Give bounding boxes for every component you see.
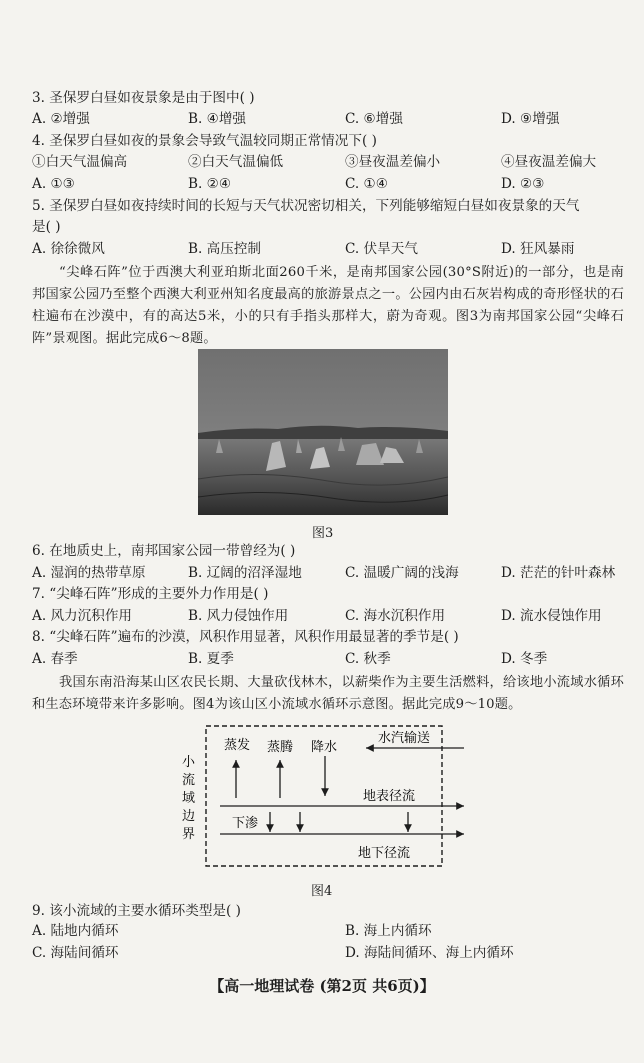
label-infiltration: 下渗 (232, 816, 259, 831)
q7-options (32, 607, 622, 625)
q5-option-a: A. 徐徐微风 (32, 241, 105, 257)
q8-option-d: D. 冬季 (501, 651, 548, 667)
q8-option-a: A. 春季 (32, 651, 78, 667)
q6-options (32, 564, 622, 582)
q4-item-1: ①白天气温偏高 (32, 154, 128, 170)
q7-option-b: B. 风力侵蚀作用 (188, 608, 289, 624)
q9-options-row2 (32, 944, 622, 962)
q3-stem: 3. 圣保罗白昼如夜景象是由于图中( ) (32, 90, 255, 106)
q8-option-b: B. 夏季 (188, 651, 234, 667)
pinnacles-photo (198, 349, 448, 515)
q6-option-c: C. 温暖广阔的浅海 (345, 565, 459, 581)
q6-option-a: A. 湿润的热带草原 (32, 565, 146, 581)
q4-item-3: ③昼夜温差偏小 (345, 154, 441, 170)
q8-option-c: C. 秋季 (345, 651, 391, 667)
figure4-caption: 图4 (311, 884, 333, 899)
q5-option-d: D. 狂风暴雨 (501, 241, 575, 257)
side-label-char-1: 小 (182, 755, 196, 770)
q9-option-b: B. 海上内循环 (345, 923, 432, 939)
q5-option-c: C. 伏旱天气 (345, 241, 418, 257)
q9-option-a: A. 陆地内循环 (32, 923, 119, 939)
q3-option-b: B. ④增强 (188, 111, 247, 127)
label-groundwater-runoff: 地下径流 (358, 846, 411, 861)
q4-option-a: A. ①③ (32, 176, 75, 192)
q9-option-d: D. 海陆间循环、海上内循环 (345, 945, 514, 961)
q3-option-c: C. ⑥增强 (345, 111, 403, 127)
q7-stem: 7. “尖峰石阵”形成的主要外力作用是( ) (32, 586, 269, 602)
label-vapor-transport: 水汽输送 (378, 731, 431, 746)
q9-options-row1 (32, 922, 622, 940)
q5-options (32, 240, 622, 258)
water-cycle-diagram (170, 720, 470, 880)
page-footer: 【高一地理试卷 (第2页 共6页)】 (209, 977, 435, 995)
side-label-char-5: 界 (182, 827, 196, 842)
q4-item-4: ④昼夜温差偏大 (501, 154, 597, 170)
q3-options (32, 110, 622, 128)
figure3-caption: 图3 (312, 526, 334, 541)
q4-stem: 4. 圣保罗白昼如夜的景象会导致气温较同期正常情况下( ) (32, 133, 377, 149)
side-label-char-3: 域 (182, 791, 196, 806)
q5-option-b: B. 高压控制 (188, 241, 262, 257)
label-surface-runoff: 地表径流 (363, 789, 416, 804)
q7-option-a: A. 风力沉积作用 (32, 608, 133, 624)
q6-option-d: D. 茫茫的针叶森林 (501, 565, 616, 581)
q8-stem: 8. “尖峰石阵”遍布的沙漠，风积作用显著，风积作用最显著的季节是( ) (32, 629, 459, 645)
q5-stem-cont: 是( ) (32, 219, 61, 235)
q6-option-b: B. 辽阔的沼泽湿地 (188, 565, 302, 581)
label-precipitation: 降水 (311, 740, 338, 755)
q4-item-2: ②白天气温偏低 (188, 154, 284, 170)
side-label-char-2: 流 (182, 773, 196, 788)
q3-option-d: D. ⑨增强 (501, 111, 560, 127)
side-label-char-4: 边 (182, 809, 196, 824)
q4-option-b: B. ②④ (188, 176, 232, 192)
q7-option-c: C. 海水沉积作用 (345, 608, 446, 624)
label-transpiration: 蒸腾 (267, 740, 294, 755)
q4-option-c: C. ①④ (345, 176, 388, 192)
q8-options (32, 650, 622, 668)
q4-options (32, 175, 622, 193)
q4-items (32, 153, 622, 171)
passage-watershed: 我国东南沿海某山区农民长期、大量砍伐林木，以薪柴作为主要生活燃料，给该地小流域水循环和生态环境带来许多影响。图4为该山区小流域水循环示意图。据此完成9～10题。 (32, 675, 624, 712)
q3-option-a: A. ②增强 (32, 111, 90, 127)
passage-pinnacles: “尖峰石阵”位于西澳大利亚珀斯北面260千米，是南邦国家公园(30°S附近)的一部分，也是南邦国家公园乃至整个西澳大利亚州知名度最高的旅游景点之一。公园内由石灰岩构成的奇形怪状的石柱遍布在沙漠中，有的高达5米，小的只有手指头那样大，蔚为奇观。图3为南邦国家公园“尖峰石阵”景观图。据此完成6～8题。 (32, 265, 624, 346)
q9-stem: 9. 该小流域的主要水循环类型是( ) (32, 903, 241, 919)
q5-stem: 5. 圣保罗白昼如夜持续时间的长短与天气状况密切相关，下列能够缩短白昼如夜景象的天气 (32, 198, 580, 214)
q7-option-d: D. 流水侵蚀作用 (501, 608, 602, 624)
q9-option-c: C. 海陆间循环 (32, 945, 119, 961)
label-evaporation: 蒸发 (224, 738, 251, 753)
q4-option-d: D. ②③ (501, 176, 545, 192)
q6-stem: 6. 在地质史上，南邦国家公园一带曾经为( ) (32, 543, 296, 559)
